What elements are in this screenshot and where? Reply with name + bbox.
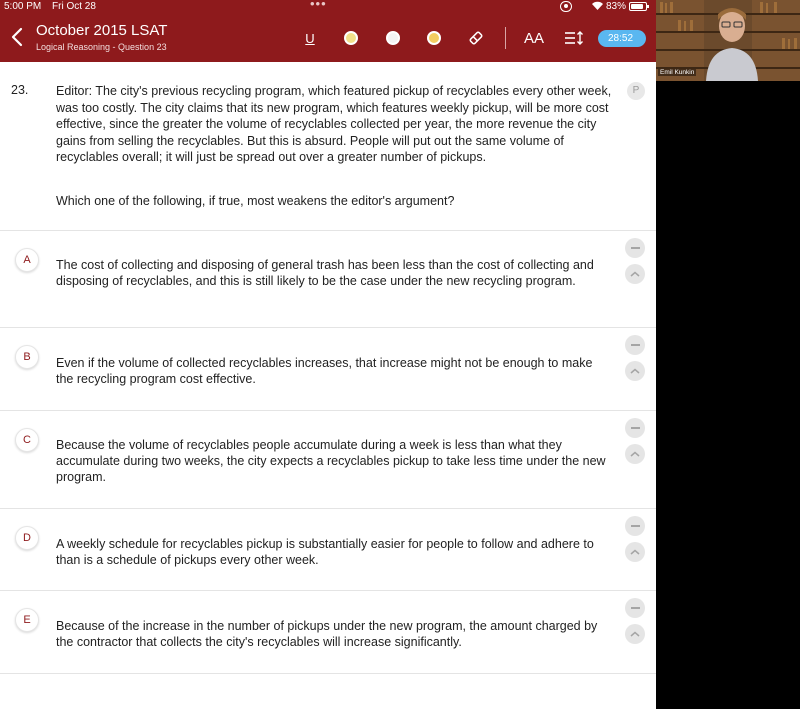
- strike-through-button[interactable]: [625, 516, 645, 536]
- exam-title: October 2015 LSAT: [36, 22, 168, 39]
- choice-text-b[interactable]: Even if the volume of collected recyclables increases, that increase might not be enough to make the recycling program cost effective.: [56, 356, 593, 386]
- line-spacing-icon[interactable]: [563, 28, 585, 48]
- chevron-up-icon: [630, 549, 640, 555]
- answer-choice-c[interactable]: [0, 410, 656, 508]
- answer-choice-e[interactable]: [0, 590, 656, 673]
- battery-icon: [629, 2, 647, 11]
- screen-record-icon: [560, 1, 572, 12]
- answer-choice-d[interactable]: [0, 508, 656, 590]
- status-date: Fri Oct 28: [52, 1, 96, 12]
- question-stem[interactable]: Which one of the following, if true, most weakens the editor's argument?: [56, 194, 455, 208]
- strike-through-button[interactable]: [625, 238, 645, 258]
- strike-through-button[interactable]: [625, 335, 645, 355]
- chevron-up-icon: [630, 631, 640, 637]
- collapse-button[interactable]: [625, 444, 645, 464]
- choice-letter-b[interactable]: B: [15, 345, 39, 369]
- chevron-up-icon: [630, 368, 640, 374]
- minus-icon: [631, 525, 640, 527]
- highlight-yellow-icon[interactable]: [341, 28, 361, 48]
- multitasking-dots-icon[interactable]: •••: [310, 0, 327, 11]
- minus-icon: [631, 344, 640, 346]
- choice-letter-a[interactable]: A: [15, 248, 39, 272]
- divider: [0, 673, 656, 674]
- choice-text-e[interactable]: Because of the increase in the number of pickups under the new program, the amount charged by the contractor that collects the city's recyclables will increase significantly.: [56, 619, 598, 649]
- choice-text-d[interactable]: A weekly schedule for recyclables pickup is substantially easier for people to follow and adhere to than is a schedule of pickups every other week.: [56, 537, 594, 567]
- answer-choice-a[interactable]: [0, 230, 656, 327]
- participant-video: [656, 0, 800, 81]
- underline-icon[interactable]: U: [305, 30, 315, 46]
- highlight-white-icon[interactable]: [383, 28, 403, 48]
- collapse-button[interactable]: [625, 264, 645, 284]
- choice-text-c[interactable]: Because the volume of recyclables people accumulate during a week is less than what they accumulate during two weeks, the city expects a recyclables pickup to take less time under the new program.: [56, 438, 606, 484]
- choice-text-a[interactable]: The cost of collecting and disposing of general trash has been less than the cost of collecting and disposing of recyclables, and this is still likely to be the case under the new recycling program.: [56, 258, 594, 288]
- answer-choice-b[interactable]: [0, 327, 656, 410]
- timer-toggle[interactable]: 28:52: [598, 30, 646, 47]
- strike-through-button[interactable]: [625, 598, 645, 618]
- collapse-button[interactable]: [625, 542, 645, 562]
- strike-through-button[interactable]: [625, 418, 645, 438]
- back-chevron-icon[interactable]: [10, 27, 26, 49]
- minus-icon: [631, 427, 640, 429]
- collapse-button[interactable]: [625, 361, 645, 381]
- flag-icon[interactable]: P: [627, 82, 645, 100]
- participant-name: Emil Kunkin: [660, 69, 695, 76]
- question-number: 23.: [11, 83, 29, 97]
- minus-icon: [631, 607, 640, 609]
- minus-icon: [631, 247, 640, 249]
- chevron-up-icon: [630, 271, 640, 277]
- battery-percentage: 83%: [606, 1, 627, 12]
- font-size-icon[interactable]: AA: [523, 29, 544, 47]
- question-stimulus[interactable]: Editor: The city's previous recycling program, which featured pickup of recyclables every other week, was too costly. The city claims that its new program, which features weekly pickup, will be more cost effective, since the greater the volume of recyclables collected per year, the more revenue the city gains from selling the recyclables. But this is absurd. People will put out the same volume of recyclables overall; it will just be spread out over a greater number of pickups.: [56, 84, 612, 164]
- highlight-orange-icon[interactable]: [424, 28, 444, 48]
- chevron-up-icon: [630, 451, 640, 457]
- collapse-button[interactable]: [625, 624, 645, 644]
- question-subtitle: Logical Reasoning - Question 23: [36, 42, 167, 52]
- choice-letter-d[interactable]: D: [15, 526, 39, 550]
- wifi-icon: [591, 0, 604, 14]
- status-time: 5:00 PM: [4, 1, 42, 12]
- choice-letter-c[interactable]: C: [15, 428, 39, 452]
- app-header: [0, 0, 656, 62]
- toolbar-divider: [505, 27, 506, 49]
- choice-letter-e[interactable]: E: [15, 608, 39, 632]
- eraser-icon[interactable]: [466, 28, 486, 48]
